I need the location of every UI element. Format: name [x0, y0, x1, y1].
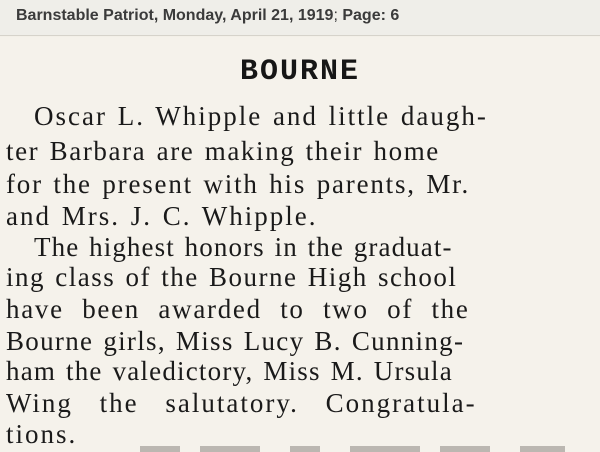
- article-headline: BOURNE: [239, 55, 361, 89]
- article-line: Oscar L. Whipple and little daugh-: [34, 101, 488, 131]
- clipping-header: [0, 0, 600, 36]
- article-line: ter Barbara are making their home: [6, 136, 440, 166]
- article-line: The highest honors in the graduat-: [34, 232, 453, 262]
- article-line: Bourne girls, Miss Lucy B. Cunning-: [6, 326, 465, 356]
- article-line: have been awarded to two of the: [6, 294, 470, 324]
- article-line: tions.: [6, 419, 78, 449]
- article-line: ing class of the Bourne High school: [6, 262, 458, 292]
- newspaper-clipping: [0, 37, 600, 452]
- article-line: for the present with his parents, Mr.: [6, 169, 471, 199]
- article-line: ham the valedictory, Miss M. Ursula: [6, 356, 453, 386]
- article-line: Wing the salutatory. Congratula-: [6, 388, 477, 418]
- page-number: Page: 6: [342, 7, 400, 24]
- header-separator: ;: [333, 7, 338, 24]
- cropped-next-line: [0, 446, 600, 452]
- article-line: and Mrs. J. C. Whipple.: [6, 201, 318, 231]
- source-title: Barnstable Patriot, Monday, April 21, 1919: [16, 7, 334, 24]
